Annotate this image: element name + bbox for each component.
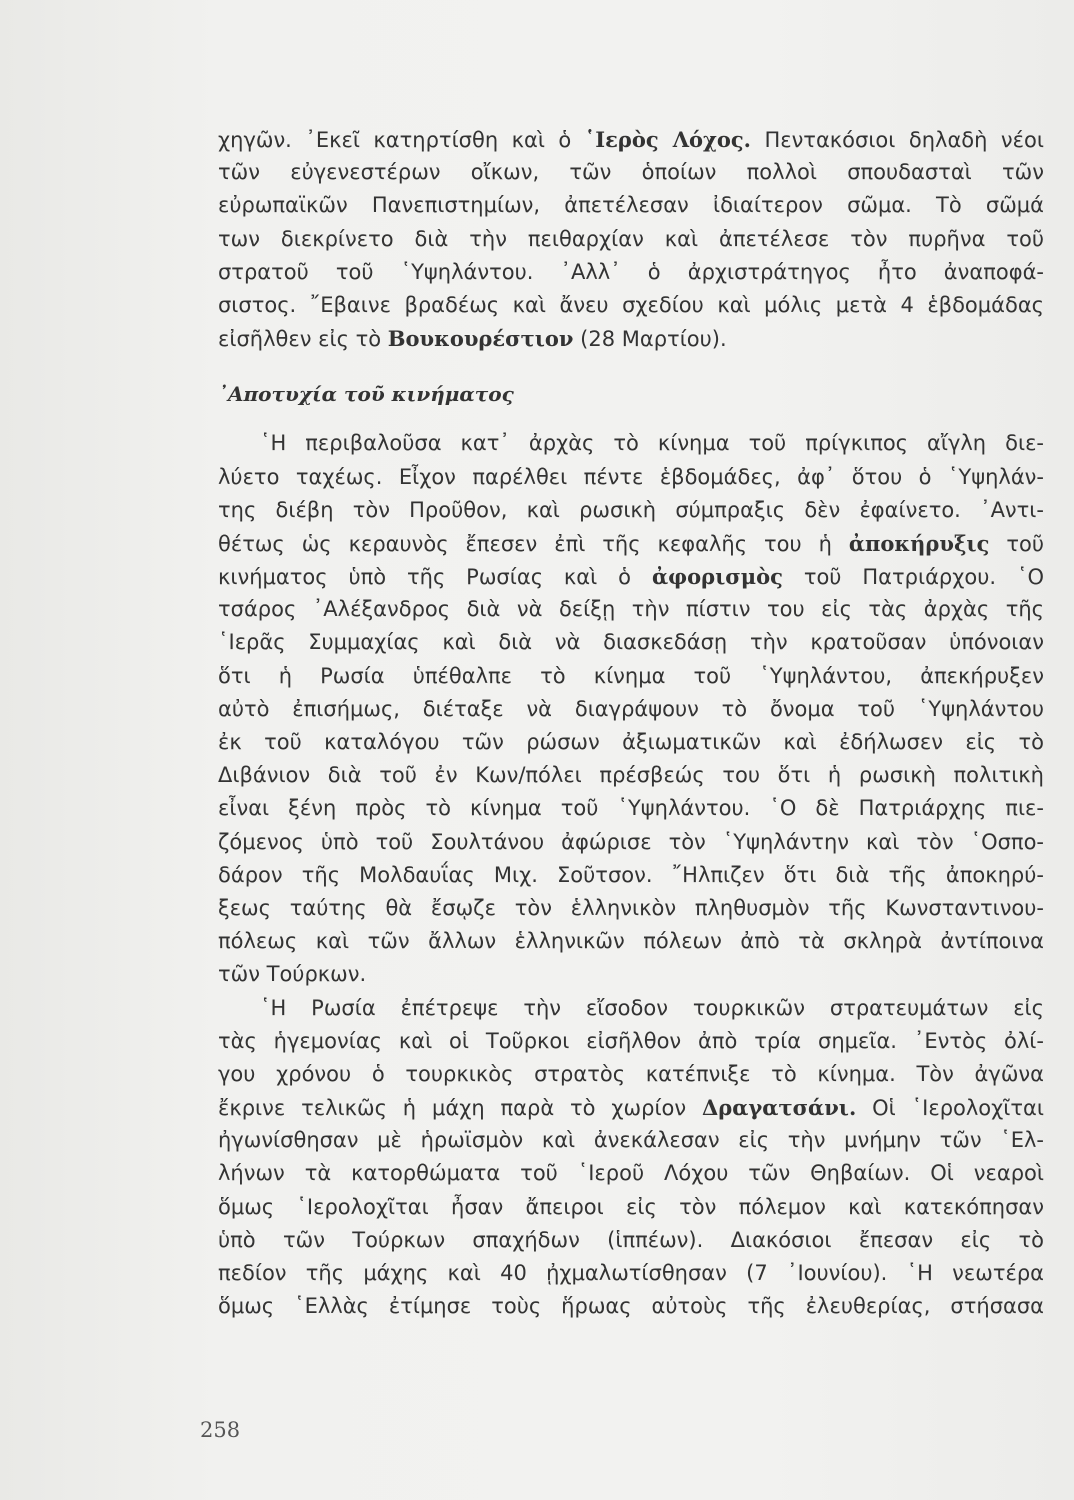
bold-term: Δραγατσάνι. xyxy=(702,1095,857,1121)
text-line: ἠγωνίσθησαν μὲ ἡρωϊσμὸν καὶ ἀνεκάλεσαν εἰς τὴν μνήμην τῶν ῾Ελ- xyxy=(218,1128,1044,1153)
text-line: γου χρόνου ὁ τουρκικὸς στρατὸς κατέπνιξε τὸ κίνημα. Τὸν ἀγῶνα xyxy=(218,1061,1044,1086)
bold-term: ῾Ιερὸς Λόχος. xyxy=(584,127,751,152)
text-line: θέτως ὡς κεραυνὸς ἔπεσεν ἐπὶ τῆς κεφαλῆς του ἡ ἀποκήρυξις τοῦ xyxy=(218,530,1044,556)
text-line: λύετο ταχέως. Εἶχον παρέλθει πέντε ἑβδομάδες, ἀφ᾿ ὅτου ὁ ῾Υψηλάν- xyxy=(218,464,1044,489)
bold-term: Βουκουρέστιον xyxy=(387,326,574,352)
page-number: 258 xyxy=(200,1418,241,1442)
text-line: ἐκ τοῦ καταλόγου τῶν ρώσων ἀξιωματικῶν καὶ ἐδήλωσεν εἰς τὸ xyxy=(218,730,1044,754)
text-line: ὅμως ῾Ελλὰς ἐτίμησε τοὺς ἥρωας αὐτοὺς τῆς ἐλευθερίας, στήσασα xyxy=(218,1294,1044,1319)
text-line: δάρον τῆς Μολδαυΐας Μιχ. Σοῦτσον. ῎Ηλπιζεν ὅτι διὰ τῆς ἀποκηρύ- xyxy=(218,862,1044,887)
text-line: αὐτὸ ἐπισήμως, διέταξε νὰ διαγράψουν τὸ ὄνομα τοῦ ῾Υψηλάντου xyxy=(218,696,1044,721)
text-line: ὅτι ἡ Ρωσία ὑπέθαλπε τὸ κίνημα τοῦ ῾Υψηλάντου, ἀπεκήρυξεν xyxy=(218,663,1044,688)
text-line: τῶν εὐγενεστέρων οἴκων, τῶν ὁποίων πολλοὶ σπουδασταὶ τῶν xyxy=(218,160,1044,185)
text-line: ξεως ταύτης θὰ ἔσῳζε τὸν ἑλληνικὸν πληθυσμὸν τῆς Κωνσταντινου- xyxy=(218,895,1044,920)
paragraph xyxy=(218,427,1044,991)
text-line: εἶναι ξένη πρὸς τὸ κίνημα τοῦ ῾Υψηλάντου. ῾Ο δὲ Πατριάρχης πιε- xyxy=(218,796,1044,821)
section-heading: ᾿Αποτυχία τοῦ κινήματος xyxy=(218,382,514,407)
text-line: ζόμενος ὑπὸ τοῦ Σουλτάνου ἀφώρισε τὸν ῾Υψηλάντην καὶ τὸν ῾Οσπο- xyxy=(218,829,1044,854)
text-line: ῾Η περιβαλοῦσα κατ᾿ ἀρχὰς τὸ κίνημα τοῦ πρίγκιπος αἴγλη διε- xyxy=(260,431,1044,456)
text-line: της διέβη τὸν Προῦθον, καὶ ρωσικὴ σύμπραξις δὲν ἐφαίνετο. ᾿Αντι- xyxy=(218,497,1044,522)
text-line: λήνων τὰ κατορθώματα τοῦ ῾Ιεροῦ Λόχου τῶν Θηβαίων. Οἱ νεαροὶ xyxy=(218,1161,1044,1186)
text-line: ὅμως ῾Ιερολοχῖται ἦσαν ἄπειροι εἰς τὸν πόλεμον καὶ κατεκόπησαν xyxy=(218,1194,1044,1219)
text-line: ὑπὸ τῶν Τούρκων σπαχήδων (ἱππέων). Διακόσιοι ἔπεσαν εἰς τὸ xyxy=(218,1227,1044,1252)
text-line: Διβάνιον διὰ τοῦ ἐν Κων/πόλει πρέσβεώς του ὅτι ἡ ρωσικὴ πολιτικὴ xyxy=(218,763,1044,788)
text-line: σιστος. ῎Εβαινε βραδέως καὶ ἄνευ σχεδίου καὶ μόλις μετὰ 4 ἑβδομάδας xyxy=(218,292,1044,317)
paragraph xyxy=(218,992,1044,1324)
text-line: εὐρωπαϊκῶν Πανεπιστημίων, ἀπετέλεσαν ἰδιαίτερον σῶμα. Τὸ σῶμά xyxy=(218,193,1044,218)
text-line: εἰσῆλθεν εἰς τὸ Βουκουρέστιον (28 Μαρτίου). xyxy=(218,326,727,352)
bold-term: ἀποκήρυξις xyxy=(848,530,990,556)
page-text xyxy=(218,123,1044,1323)
text-line: στρατοῦ τοῦ ῾Υψηλάντου. ᾿Αλλ᾿ ὁ ἀρχιστράτηγος ἦτο ἀναποφά- xyxy=(218,259,1044,284)
text-line: πόλεως καὶ τῶν ἄλλων ἑλληνικῶν πόλεων ἀπὸ τὰ σκληρὰ ἀντίποινα xyxy=(218,929,1044,954)
text-line: χηγῶν. ᾿Εκεῖ κατηρτίσθη καὶ ὁ ῾Ιερὸς Λόχος. Πεντακόσιοι δηλαδὴ νέοι xyxy=(218,127,1044,152)
text-line: τὰς ἡγεμονίας καὶ οἱ Τοῦρκοι εἰσῆλθον ἀπὸ τρία σημεῖα. ᾿Εντὸς ὀλί- xyxy=(218,1028,1044,1053)
text-line: κινήματος ὑπὸ τῆς Ρωσίας καὶ ὁ ἀφορισμὸς τοῦ Πατριάρχου. ῾Ο xyxy=(218,564,1044,590)
text-line: πεδίον τῆς μάχης καὶ 40 ᾐχμαλωτίσθησαν (7 ᾿Ιουνίου). ῾Η νεωτέρα xyxy=(218,1261,1044,1285)
text-line: τῶν Τούρκων. xyxy=(218,962,367,987)
text-line: ῾Η Ρωσία ἐπέτρεψε τὴν εἴσοδον τουρκικῶν στρατευμάτων εἰς xyxy=(260,995,1044,1020)
text-line: ῾Ιερᾶς Συμμαχίας καὶ διὰ νὰ διασκεδάσῃ τὴν κρατοῦσαν ὑπόνοιαν xyxy=(218,630,1044,655)
text-line: ἔκρινε τελικῶς ἡ μάχη παρὰ τὸ χωρίον Δραγατσάνι. Οἱ ῾Ιερολοχῖται xyxy=(218,1095,1044,1121)
paragraph xyxy=(218,123,1044,355)
text-line: των διεκρίνετο διὰ τὴν πειθαρχίαν καὶ ἀπετέλεσε τὸν πυρῆνα τοῦ xyxy=(218,226,1044,251)
bold-term: ἀφορισμὸς xyxy=(651,564,783,590)
text-line: τσάρος ᾿Αλέξανδρος διὰ νὰ δείξῃ τὴν πίστιν του εἰς τὰς ἀρχὰς τῆς xyxy=(218,597,1044,622)
